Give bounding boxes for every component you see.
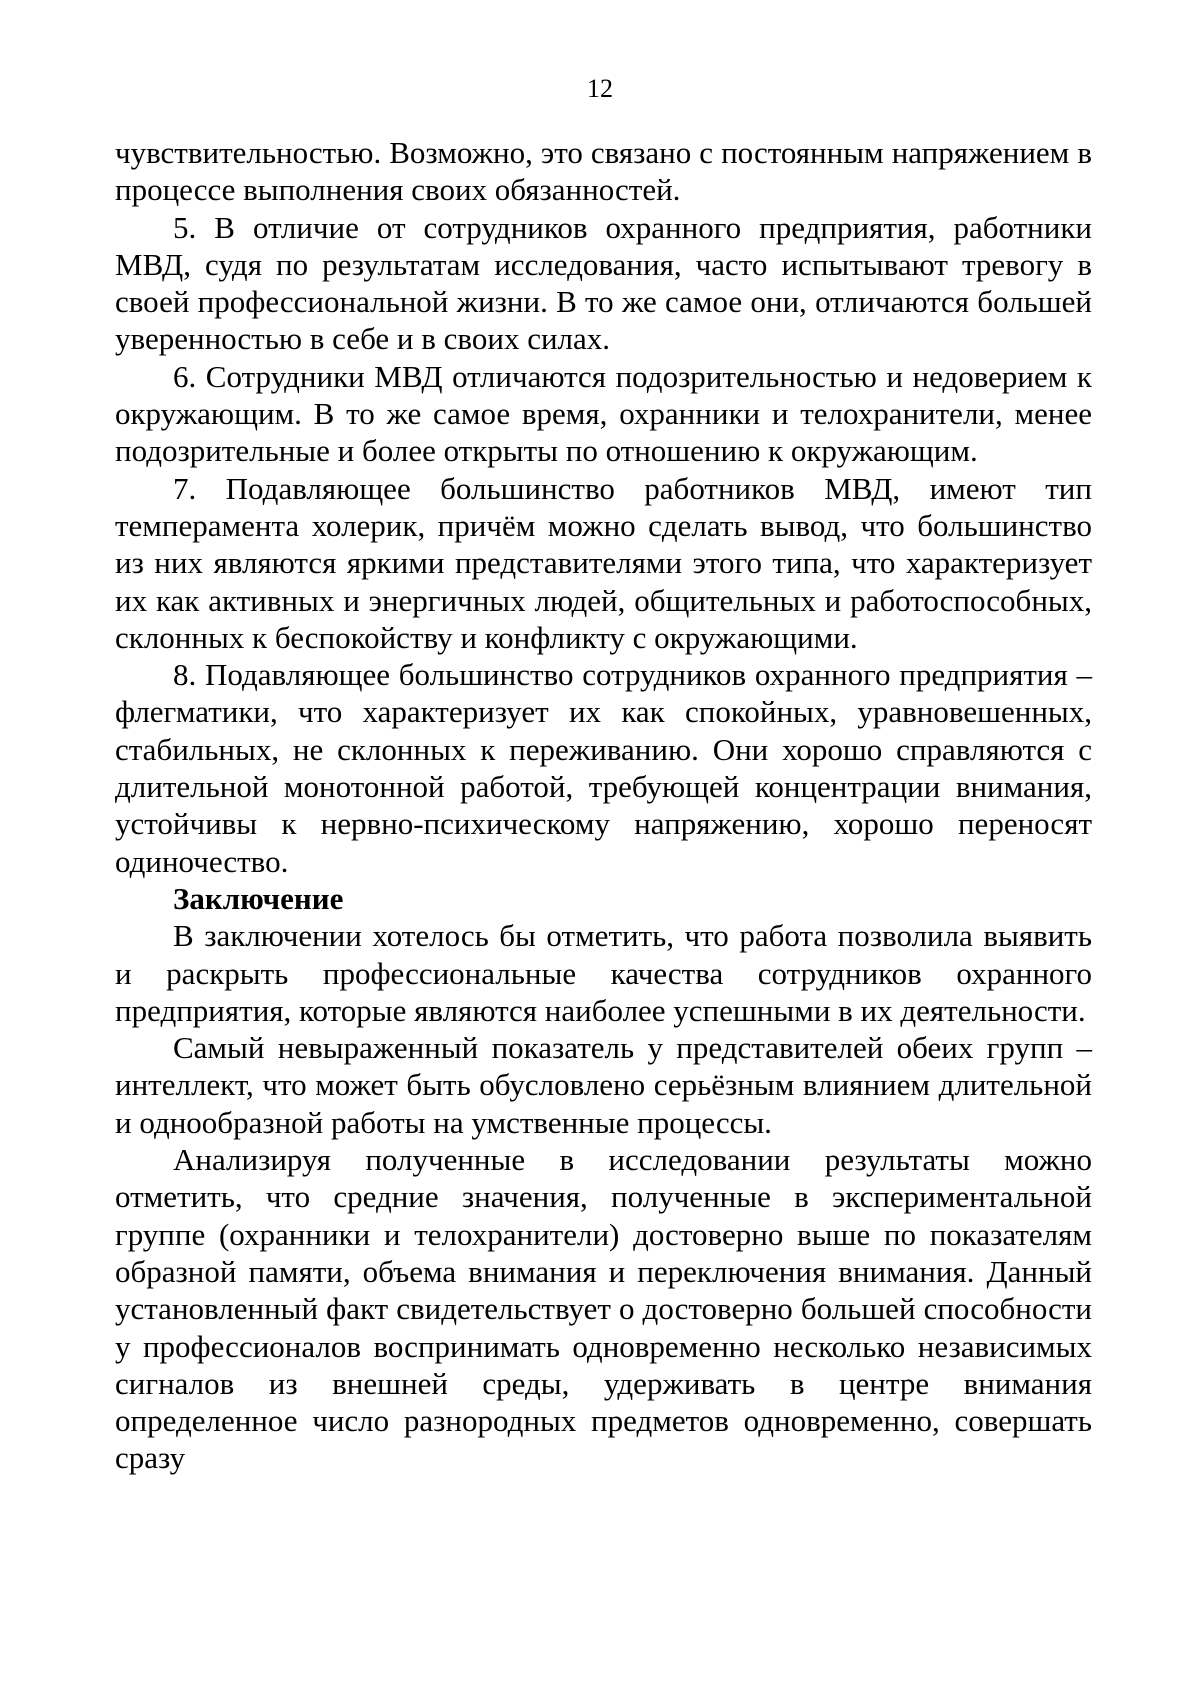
section-heading-conclusion: Заключение [173, 880, 344, 916]
paragraph-item-6: 6. Сотрудники МВД отличаются подозрительностью и недоверием к окружающим. В то же самое время, охранники и телохранители, менее подозрительные и более открыты по отношению к окружающим. [115, 358, 1092, 469]
page-number: 12 [587, 74, 613, 103]
paragraph-item-8: 8. Подавляющее большинство сотрудников охранного предприятия – флегматики, что характеризует их как спокойных, уравновешенных, стабильных, не склонных к переживанию. Они хорошо справляются с длительной монотонной работой, требующей концентрации внимания, устойчивы к нервно-психическому напряжению, хорошо переносят одиночество. [115, 657, 1092, 879]
conclusion-paragraph-3: Анализируя полученные в исследовании результаты можно отметить, что средние значения, полученные в экспериментальной группе (охранники и телохранители) достоверно выше по показателям образной памяти, объема внимания и переключения внимания. Данный установленный факт свидетельствует о достоверно большей способности у профессионалов воспринимать одновременно несколько независимых сигналов из внешней среды, удерживать в центре внимания определенное число разнородных предметов одновременно, совершать сразу [115, 1142, 1092, 1476]
paragraph-continuation: чувствительностью. Возможно, это связано с постоянным напряжением в процессе выполнения своих обязанностей. [115, 135, 1092, 208]
paragraph-item-7: 7. Подавляющее большинство работников МВД, имеют тип темперамента холерик, причём можно сделать вывод, что большинство из них являются яркими представителями этого типа, что характеризует их как активных и энергичных людей, общительных и работоспособных, склонных к беспокойству и конфликту с окружающими. [115, 470, 1092, 655]
conclusion-paragraph-2: Самый невыраженный показатель у представителей обеих групп – интеллект, что может быть обусловлено серьёзным влиянием длительной и однообразной работы на умственные процессы. [115, 1030, 1092, 1140]
conclusion-paragraph-1: В заключении хотелось бы отметить, что работа позволила выявить и раскрыть профессиональные качества сотрудников охранного предприятия, которые являются наиболее успешными в их деятельности. [115, 918, 1092, 1028]
page-body [115, 134, 1092, 1477]
paragraph-item-5: 5. В отличие от сотрудников охранного предприятия, работники МВД, судя по результатам исследования, часто испытывают тревогу в своей профессиональной жизни. В то же самое они, отличаются большей уверенностью в себе и в своих силах. [115, 209, 1092, 357]
